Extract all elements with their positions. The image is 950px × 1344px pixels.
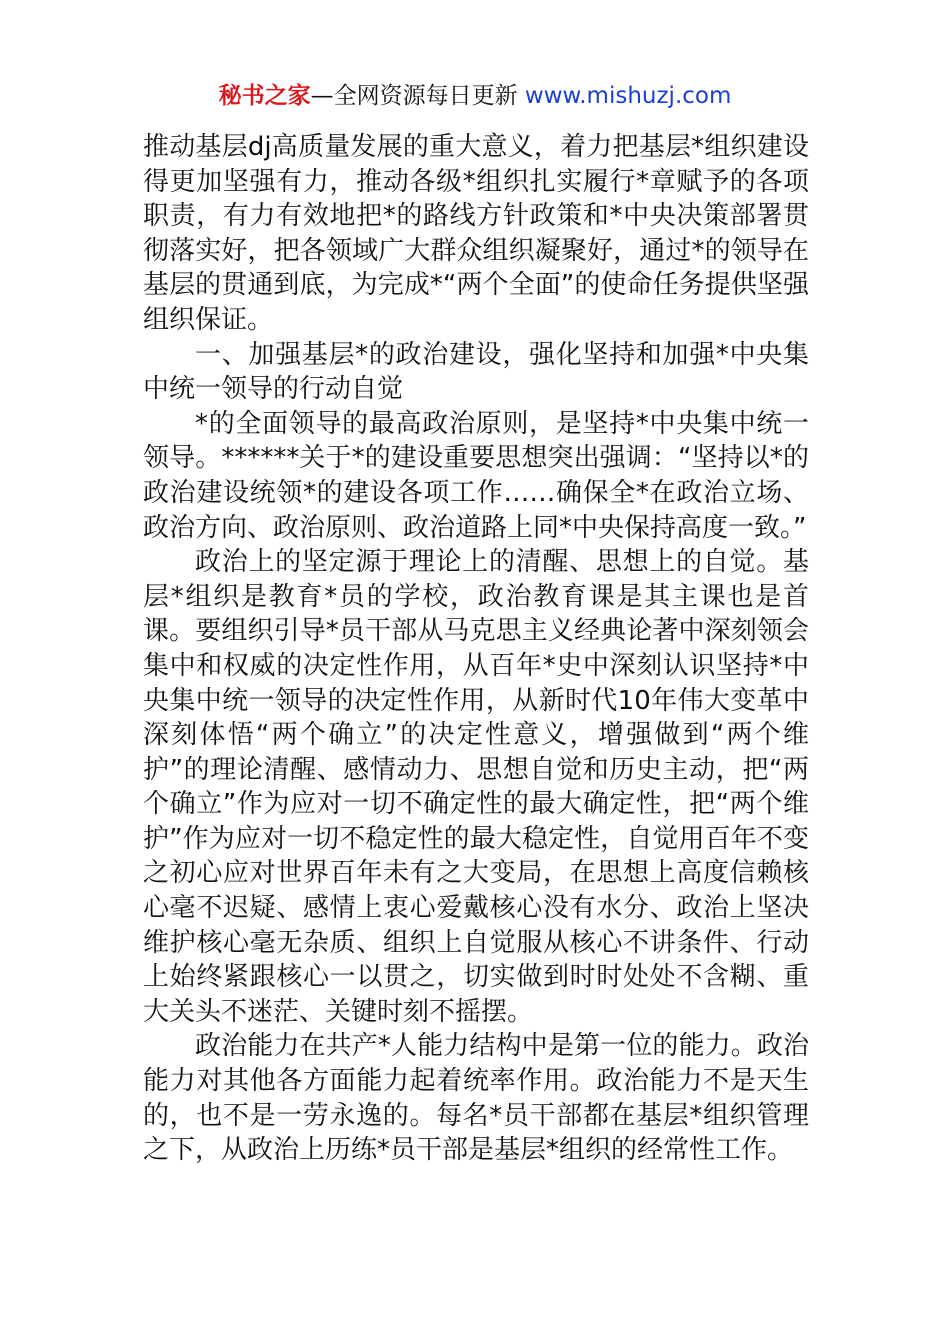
site-brand: 秘书之家 <box>218 83 311 109</box>
site-header <box>0 80 950 112</box>
site-slogan: —全网资源每日更新 <box>310 83 525 109</box>
document-body <box>143 130 809 1168</box>
paragraph-principle: *的全面领导的最高政治原则，是坚持*中央集中统一领导。******关于*的建设重要思想突出强调：“坚持以*的政治建设统领*的建设各项工作……确保全*在政治立场、政治方向、政治原则、政治道路上同*中央保持高度一致。” <box>143 408 809 543</box>
section-heading-1: 一、加强基层*的政治建设，强化坚持和加强*中央集中统一领导的行动自觉 <box>143 339 809 405</box>
site-url-link[interactable]: www.mishuzj.com <box>524 83 732 109</box>
paragraph-political-ability: 政治能力在共产*人能力结构中是第一位的能力。政治能力对其他各方面能力起着统率作用。政治能力不是天生的，也不是一劳永逸的。每名*员干部都在基层*组织管理之下，从政治上历练*员干部是基层*组织的经常性工作。 <box>143 1031 809 1166</box>
paragraph-intro-continuation: 推动基层dj高质量发展的重大意义，着力把基层*组织建设得更加坚强有力，推动各级*组织扎实履行*章赋予的各项职责，有力有效地把*的路线方针政策和*中央决策部署贯彻落实好，把各领域广大群众组织凝聚好，通过*的领导在基层的贯通到底，为完成*“两个全面”的使命任务提供坚强组织保证。 <box>143 132 809 335</box>
paragraph-political-firmness: 政治上的坚定源于理论上的清醒、思想上的自觉。基层*组织是教育*员的学校，政治教育课是其主课也是首课。要组织引导*员干部从马克思主义经典论著中深刻领会集中和权威的决定性作用，从百年*史中深刻认识坚持*中央集中统一领导的决定性作用，从新时代10年伟大变革中深刻体悟“两个确立”的决定性意义，增强做到“两个维护”的理论清醒、感情动力、思想自觉和历史主动，把“两个确立”作为应对一切不确定性的最大确定性，把“两个维护”作为应对一切不稳定性的最大稳定性，自觉用百年不变之初心应对世界百年未有之大变局，在思想上高度信赖核心毫不迟疑、感情上衷心爱戴核心没有水分、政治上坚决维护核心毫无杂质、组织上自觉服从核心不讲条件、行动上始终紧跟核心一以贯之，切实做到时时处处不含糊、重大关头不迷茫、关键时刻不摇摆。 <box>143 547 809 1027</box>
